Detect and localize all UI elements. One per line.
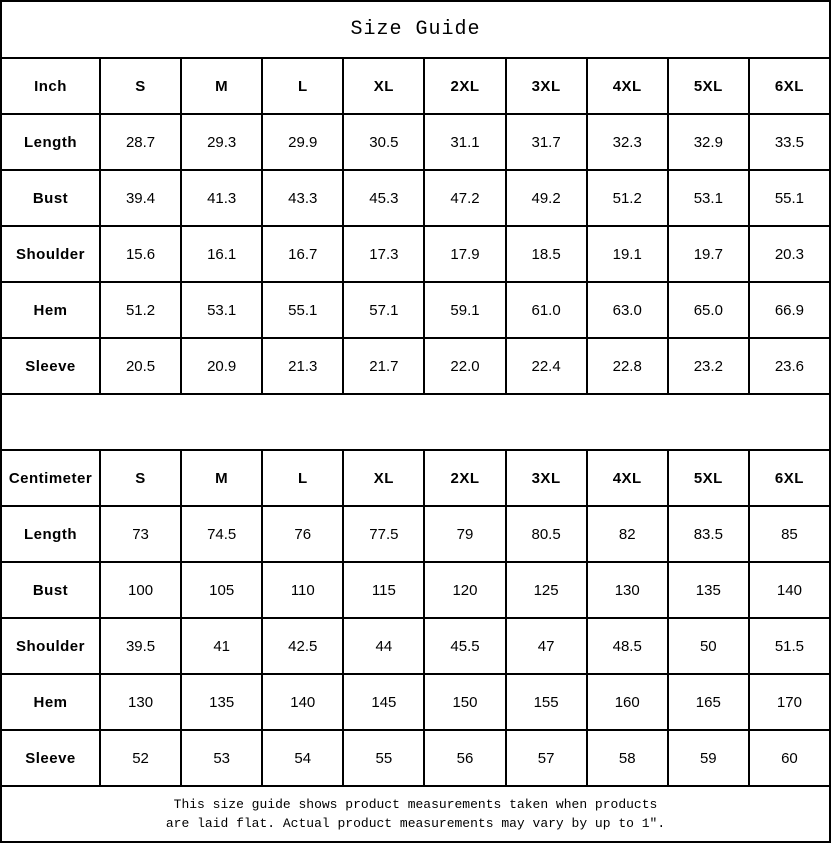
footer-row xyxy=(1,786,830,842)
measurement-cell: 125 xyxy=(506,562,587,618)
measurement-cell: 65.0 xyxy=(668,282,749,338)
measurement-cell: 57 xyxy=(506,730,587,786)
measurement-cell: 47.2 xyxy=(424,170,505,226)
measurement-cell: 170 xyxy=(749,674,830,730)
size-column-header: L xyxy=(262,450,343,506)
measurement-row xyxy=(1,338,830,394)
measurement-cell: 105 xyxy=(181,562,262,618)
measurement-cell: 23.6 xyxy=(749,338,830,394)
row-label-length: Length xyxy=(1,506,100,562)
size-column-header: XL xyxy=(343,58,424,114)
measurement-cell: 31.1 xyxy=(424,114,505,170)
measurement-cell: 59.1 xyxy=(424,282,505,338)
size-column-header: 5XL xyxy=(668,450,749,506)
measurement-cell: 74.5 xyxy=(181,506,262,562)
row-label-bust: Bust xyxy=(1,170,100,226)
measurement-cell: 50 xyxy=(668,618,749,674)
size-column-header: M xyxy=(181,450,262,506)
measurement-cell: 115 xyxy=(343,562,424,618)
measurement-cell: 52 xyxy=(100,730,181,786)
measurement-cell: 55 xyxy=(343,730,424,786)
measurement-cell: 155 xyxy=(506,674,587,730)
measurement-cell: 55.1 xyxy=(749,170,830,226)
measurement-cell: 39.4 xyxy=(100,170,181,226)
measurement-cell: 58 xyxy=(587,730,668,786)
measurement-cell: 76 xyxy=(262,506,343,562)
measurement-cell: 140 xyxy=(262,674,343,730)
measurement-cell: 28.7 xyxy=(100,114,181,170)
row-label-bust: Bust xyxy=(1,562,100,618)
measurement-cell: 100 xyxy=(100,562,181,618)
size-column-header: S xyxy=(100,450,181,506)
size-guide-note xyxy=(1,786,830,842)
cm-header-section xyxy=(1,450,830,506)
measurement-cell: 120 xyxy=(424,562,505,618)
measurement-cell: 19.7 xyxy=(668,226,749,282)
row-label-sleeve: Sleeve xyxy=(1,338,100,394)
measurement-cell: 66.9 xyxy=(749,282,830,338)
measurement-row xyxy=(1,226,830,282)
measurement-cell: 21.3 xyxy=(262,338,343,394)
size-column-header: 4XL xyxy=(587,450,668,506)
measurement-row xyxy=(1,562,830,618)
measurement-row xyxy=(1,730,830,786)
measurement-cell: 22.4 xyxy=(506,338,587,394)
row-label-hem: Hem xyxy=(1,674,100,730)
cm-measurements-body xyxy=(1,506,830,786)
size-column-header: S xyxy=(100,58,181,114)
footer-section xyxy=(1,786,830,842)
size-column-header: 4XL xyxy=(587,58,668,114)
measurement-cell: 135 xyxy=(181,674,262,730)
measurement-row xyxy=(1,114,830,170)
measurement-cell: 73 xyxy=(100,506,181,562)
cm-size-header-row xyxy=(1,450,830,506)
measurement-cell: 60 xyxy=(749,730,830,786)
spacer-cell xyxy=(1,394,830,450)
measurement-row xyxy=(1,282,830,338)
measurement-cell: 21.7 xyxy=(343,338,424,394)
measurement-cell: 77.5 xyxy=(343,506,424,562)
measurement-cell: 150 xyxy=(424,674,505,730)
size-column-header: L xyxy=(262,58,343,114)
measurement-cell: 20.3 xyxy=(749,226,830,282)
row-label-length: Length xyxy=(1,114,100,170)
size-column-header: 2XL xyxy=(424,58,505,114)
measurement-cell: 53.1 xyxy=(181,282,262,338)
measurement-cell: 110 xyxy=(262,562,343,618)
measurement-cell: 30.5 xyxy=(343,114,424,170)
row-label-shoulder: Shoulder xyxy=(1,226,100,282)
measurement-cell: 48.5 xyxy=(587,618,668,674)
measurement-cell: 18.5 xyxy=(506,226,587,282)
measurement-cell: 32.3 xyxy=(587,114,668,170)
measurement-cell: 42.5 xyxy=(262,618,343,674)
measurement-row xyxy=(1,170,830,226)
measurement-cell: 135 xyxy=(668,562,749,618)
size-column-header: 6XL xyxy=(749,58,830,114)
measurement-cell: 15.6 xyxy=(100,226,181,282)
measurement-cell: 31.7 xyxy=(506,114,587,170)
measurement-cell: 44 xyxy=(343,618,424,674)
measurement-cell: 160 xyxy=(587,674,668,730)
measurement-cell: 56 xyxy=(424,730,505,786)
measurement-cell: 49.2 xyxy=(506,170,587,226)
measurement-cell: 20.5 xyxy=(100,338,181,394)
measurement-cell: 45.3 xyxy=(343,170,424,226)
measurement-cell: 51.2 xyxy=(100,282,181,338)
measurement-cell: 29.3 xyxy=(181,114,262,170)
measurement-cell: 53 xyxy=(181,730,262,786)
measurement-cell: 45.5 xyxy=(424,618,505,674)
measurement-cell: 41 xyxy=(181,618,262,674)
measurement-row xyxy=(1,674,830,730)
measurement-cell: 63.0 xyxy=(587,282,668,338)
measurement-cell: 33.5 xyxy=(749,114,830,170)
inch-measurements-body xyxy=(1,114,830,394)
inch-header-section xyxy=(1,58,830,114)
measurement-cell: 22.0 xyxy=(424,338,505,394)
size-column-header: 3XL xyxy=(506,450,587,506)
measurement-cell: 29.9 xyxy=(262,114,343,170)
measurement-cell: 130 xyxy=(587,562,668,618)
size-column-header: 5XL xyxy=(668,58,749,114)
measurement-cell: 16.7 xyxy=(262,226,343,282)
measurement-cell: 130 xyxy=(100,674,181,730)
measurement-cell: 61.0 xyxy=(506,282,587,338)
measurement-cell: 82 xyxy=(587,506,668,562)
size-guide-title: Size Guide xyxy=(1,1,830,58)
measurement-cell: 43.3 xyxy=(262,170,343,226)
measurement-cell: 83.5 xyxy=(668,506,749,562)
measurement-cell: 39.5 xyxy=(100,618,181,674)
title-section xyxy=(1,1,830,58)
measurement-cell: 54 xyxy=(262,730,343,786)
measurement-cell: 32.9 xyxy=(668,114,749,170)
measurement-cell: 79 xyxy=(424,506,505,562)
unit-header-inch: Inch xyxy=(1,58,100,114)
measurement-cell: 80.5 xyxy=(506,506,587,562)
measurement-cell: 22.8 xyxy=(587,338,668,394)
measurement-cell: 20.9 xyxy=(181,338,262,394)
measurement-row xyxy=(1,618,830,674)
measurement-cell: 145 xyxy=(343,674,424,730)
measurement-cell: 55.1 xyxy=(262,282,343,338)
measurement-cell: 23.2 xyxy=(668,338,749,394)
size-column-header: 3XL xyxy=(506,58,587,114)
inch-size-header-row xyxy=(1,58,830,114)
measurement-cell: 41.3 xyxy=(181,170,262,226)
spacer-section xyxy=(1,394,830,450)
measurement-cell: 51.2 xyxy=(587,170,668,226)
title-row xyxy=(1,1,830,58)
measurement-cell: 140 xyxy=(749,562,830,618)
unit-header-centimeter: Centimeter xyxy=(1,450,100,506)
measurement-cell: 17.3 xyxy=(343,226,424,282)
spacer-row xyxy=(1,394,830,450)
measurement-row xyxy=(1,506,830,562)
size-column-header: XL xyxy=(343,450,424,506)
note-line-2: are laid flat. Actual product measurements may vary by up to 1″. xyxy=(165,816,666,831)
row-label-shoulder: Shoulder xyxy=(1,618,100,674)
measurement-cell: 19.1 xyxy=(587,226,668,282)
size-column-header: M xyxy=(181,58,262,114)
measurement-cell: 165 xyxy=(668,674,749,730)
note-line-1: This size guide shows product measurements taken when products xyxy=(173,797,658,812)
measurement-cell: 16.1 xyxy=(181,226,262,282)
measurement-cell: 59 xyxy=(668,730,749,786)
row-label-sleeve: Sleeve xyxy=(1,730,100,786)
size-column-header: 6XL xyxy=(749,450,830,506)
measurement-cell: 51.5 xyxy=(749,618,830,674)
measurement-cell: 57.1 xyxy=(343,282,424,338)
measurement-cell: 85 xyxy=(749,506,830,562)
measurement-cell: 47 xyxy=(506,618,587,674)
measurement-cell: 53.1 xyxy=(668,170,749,226)
size-column-header: 2XL xyxy=(424,450,505,506)
row-label-hem: Hem xyxy=(1,282,100,338)
measurement-cell: 17.9 xyxy=(424,226,505,282)
